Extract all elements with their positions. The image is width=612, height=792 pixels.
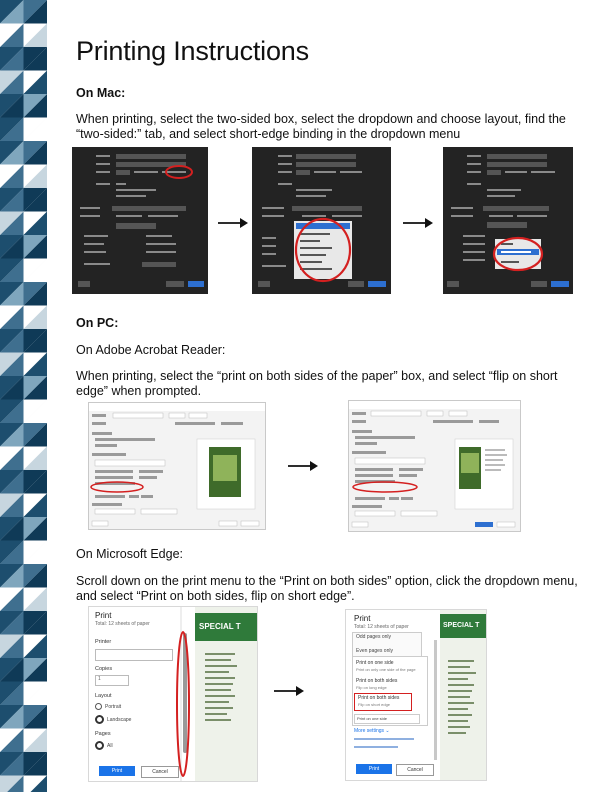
scrollbar-2[interactable] [434, 640, 437, 760]
page-title: Printing Instructions [76, 36, 309, 66]
all-pages-label: All [107, 742, 113, 749]
landscape-radio[interactable] [95, 715, 131, 724]
layout-label: Layout [95, 693, 112, 699]
preview-heading-2: SPECIAL T [440, 614, 487, 638]
arrow-icon [274, 684, 304, 702]
edge-screenshot-2 [345, 609, 487, 781]
arrow-icon [218, 216, 248, 234]
arrow-icon [403, 216, 433, 234]
printer-select[interactable] [95, 649, 173, 661]
option-one-side-sub: Print on only one side of the page [356, 667, 416, 672]
arrow-icon [288, 459, 318, 477]
portrait-label: Portrait [105, 703, 122, 710]
edge-dialog-title: Print [95, 611, 112, 620]
more-settings-link[interactable]: More settings ⌄ [354, 728, 390, 734]
mac-screenshot-2 [252, 147, 391, 294]
acrobat-screenshot-2 [348, 400, 521, 532]
acrobat-screenshot-1 [88, 402, 266, 530]
decorative-border [0, 0, 47, 792]
option-long-edge[interactable]: Print on both sides [356, 678, 398, 684]
edge-dialog-subtitle: Total: 12 sheets of paper [95, 621, 150, 627]
pc-heading: On PC: [76, 316, 119, 330]
option-odd[interactable]: Odd pages only [356, 634, 392, 640]
preview-heading: SPECIAL T [195, 613, 258, 641]
option-one-side[interactable]: Print on one side [356, 660, 394, 666]
mac-screenshot-1 [72, 147, 208, 294]
option-long-edge-sub: Flip on long edge [356, 685, 387, 690]
edge-instruction: Scroll down on the print menu to the “Print on both sides” option, click the dropdown menu, and select “Print on both sides, flip on short edge”. [76, 574, 578, 603]
print-button[interactable]: Print [99, 766, 135, 776]
option-short-edge[interactable]: Print on both sides [358, 695, 400, 701]
print-button-2[interactable]: Print [356, 764, 392, 774]
acrobat-label: On Adobe Acrobat Reader: [76, 343, 226, 357]
mac-screenshot-3 [443, 147, 573, 294]
option-short-edge-sub: Flip on short edge [358, 702, 391, 707]
edge-screenshot-1 [88, 606, 258, 782]
copies-input[interactable]: 1 [95, 675, 129, 686]
portrait-radio[interactable] [95, 703, 121, 710]
cancel-button-2[interactable]: Cancel [396, 764, 434, 776]
printer-label: Printer [95, 639, 112, 645]
landscape-label: Landscape [107, 716, 132, 723]
edge-dialog-subtitle-2: Total: 12 sheets of paper [354, 624, 409, 630]
mac-heading: On Mac: [76, 86, 126, 100]
edge-dialog-title-2: Print [354, 614, 371, 623]
option-even[interactable]: Even pages only [356, 648, 393, 654]
duplex-select[interactable]: Print on one side [354, 714, 420, 724]
print-preview [195, 607, 257, 781]
edge-label: On Microsoft Edge: [76, 547, 183, 561]
pages-label: Pages [95, 731, 111, 737]
acrobat-instruction: When printing, select the “print on both sides of the paper” box, and select “flip on short edge” when prompted. [76, 369, 558, 398]
mac-instruction: When printing, select the two-sided box, select the dropdown and choose layout, find the “two-sided:” tab, and select short-edge binding in the dropdown menu [76, 112, 566, 141]
all-pages-radio[interactable] [95, 741, 113, 750]
print-preview-2 [440, 610, 486, 780]
cancel-button[interactable]: Cancel [141, 766, 179, 778]
copies-label: Copies [95, 666, 113, 672]
